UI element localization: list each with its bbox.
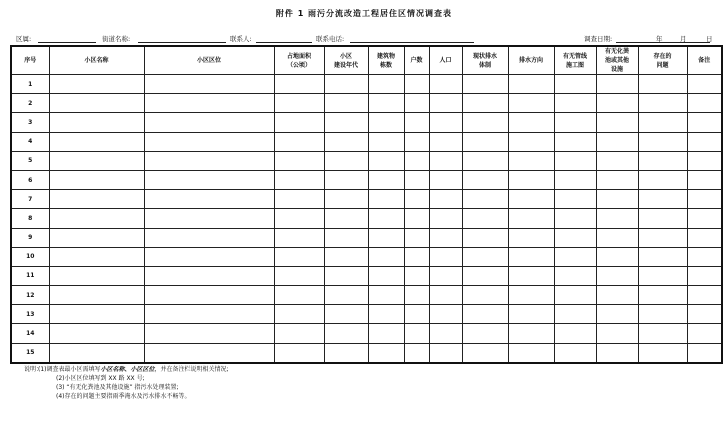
- table-cell[interactable]: [324, 305, 368, 324]
- table-row: [11, 228, 722, 247]
- table-cell[interactable]: [429, 228, 462, 247]
- table-cell[interactable]: [687, 247, 722, 266]
- survey-table: [10, 45, 723, 364]
- table-cell[interactable]: [429, 75, 462, 94]
- table-cell[interactable]: [638, 228, 687, 247]
- header-row: [11, 46, 722, 75]
- table-cell[interactable]: [429, 209, 462, 228]
- row-number: 13: [11, 305, 49, 324]
- table-cell[interactable]: [462, 190, 508, 209]
- table-cell[interactable]: [462, 266, 508, 285]
- table-cell[interactable]: [462, 247, 508, 266]
- table-cell[interactable]: [429, 151, 462, 170]
- column-header: 排水方向: [508, 46, 554, 75]
- table-cell[interactable]: [508, 113, 554, 132]
- table-cell[interactable]: [144, 228, 274, 247]
- row-number: 2: [11, 94, 49, 113]
- table-cell[interactable]: [554, 266, 596, 285]
- table-cell[interactable]: [554, 247, 596, 266]
- table-cell[interactable]: [404, 113, 429, 132]
- table-cell[interactable]: [324, 343, 368, 363]
- table-cell[interactable]: [638, 151, 687, 170]
- row-number: 7: [11, 190, 49, 209]
- note-3: (3) “有无化粪池及其他设施” 指污水处理装置;: [56, 384, 179, 391]
- table-cell[interactable]: [638, 247, 687, 266]
- table-cell[interactable]: [596, 228, 638, 247]
- table-cell[interactable]: [404, 343, 429, 363]
- table-cell[interactable]: [508, 324, 554, 343]
- note-1: [38, 365, 698, 374]
- row-number: 15: [11, 343, 49, 363]
- table-cell[interactable]: [687, 228, 722, 247]
- phone-field[interactable]: [350, 42, 474, 43]
- table-cell[interactable]: [596, 170, 638, 189]
- table-cell[interactable]: [462, 113, 508, 132]
- column-header: 备注: [687, 46, 722, 75]
- table-cell[interactable]: [687, 75, 722, 94]
- table-cell[interactable]: [49, 286, 144, 305]
- table-row: [11, 132, 722, 151]
- column-header: 户数: [404, 46, 429, 75]
- table-cell[interactable]: [554, 343, 596, 363]
- table-cell[interactable]: [596, 343, 638, 363]
- table-cell[interactable]: [274, 286, 324, 305]
- table-cell[interactable]: [368, 305, 404, 324]
- street-label: 街道名称:: [102, 35, 131, 43]
- document-title: 附件 1 雨污分流改造工程居住区情况调查表: [275, 9, 453, 18]
- table-cell[interactable]: [144, 286, 274, 305]
- column-header: 小区 建设年代: [324, 46, 368, 75]
- table-cell[interactable]: [368, 132, 404, 151]
- table-cell[interactable]: [404, 286, 429, 305]
- table-cell[interactable]: [368, 75, 404, 94]
- table-cell[interactable]: [368, 324, 404, 343]
- table-cell[interactable]: [687, 305, 722, 324]
- row-number: 1: [11, 75, 49, 94]
- table-cell[interactable]: [404, 190, 429, 209]
- row-number: 10: [11, 247, 49, 266]
- table-cell[interactable]: [404, 266, 429, 285]
- table-cell[interactable]: [554, 286, 596, 305]
- table-cell[interactable]: [324, 113, 368, 132]
- table-cell[interactable]: [324, 170, 368, 189]
- table-cell[interactable]: [368, 113, 404, 132]
- table-cell[interactable]: [462, 286, 508, 305]
- date-field[interactable]: [616, 42, 710, 43]
- table-cell[interactable]: [508, 247, 554, 266]
- table-cell[interactable]: [324, 228, 368, 247]
- table-cell[interactable]: [324, 266, 368, 285]
- table-cell[interactable]: [274, 151, 324, 170]
- table-cell[interactable]: [596, 113, 638, 132]
- table-cell[interactable]: [596, 75, 638, 94]
- table-cell[interactable]: [508, 170, 554, 189]
- note-4: (4)存在的问题主要指雨季淹水及污水排水不畅等。: [56, 393, 191, 400]
- table-cell[interactable]: [596, 324, 638, 343]
- column-header: 人口: [429, 46, 462, 75]
- table-cell[interactable]: [462, 151, 508, 170]
- year-label: 年: [656, 35, 663, 43]
- table-cell[interactable]: [274, 113, 324, 132]
- note-1-suffix: ，并在备注栏说明相关情况;: [154, 366, 229, 373]
- table-cell[interactable]: [638, 170, 687, 189]
- table-cell[interactable]: [638, 132, 687, 151]
- table-cell[interactable]: [508, 228, 554, 247]
- table-cell[interactable]: [368, 190, 404, 209]
- contact-label: 联系人:: [230, 35, 252, 43]
- note-2: (2)小区区位填写到 XX 路 XX 号;: [56, 375, 145, 382]
- table-cell[interactable]: [596, 247, 638, 266]
- table-cell[interactable]: [638, 286, 687, 305]
- table-cell[interactable]: [596, 94, 638, 113]
- table-cell[interactable]: [368, 94, 404, 113]
- table-cell[interactable]: [429, 266, 462, 285]
- table-cell[interactable]: [638, 305, 687, 324]
- district-field[interactable]: [38, 42, 96, 43]
- table-cell[interactable]: [144, 94, 274, 113]
- table-cell[interactable]: [462, 305, 508, 324]
- table-cell[interactable]: [687, 170, 722, 189]
- table-cell[interactable]: [429, 324, 462, 343]
- table-cell[interactable]: [462, 228, 508, 247]
- table-cell[interactable]: [554, 305, 596, 324]
- table-cell[interactable]: [144, 151, 274, 170]
- table-cell[interactable]: [324, 209, 368, 228]
- table-body: [11, 75, 722, 364]
- table-cell[interactable]: [508, 190, 554, 209]
- table-cell[interactable]: [429, 113, 462, 132]
- table-cell[interactable]: [638, 75, 687, 94]
- table-cell[interactable]: [429, 305, 462, 324]
- table-cell[interactable]: [429, 170, 462, 189]
- note-1-emphasis: 小区名称、小区区位: [100, 366, 155, 373]
- table-cell[interactable]: [274, 247, 324, 266]
- table-cell[interactable]: [508, 343, 554, 363]
- table-cell[interactable]: [404, 305, 429, 324]
- info-line: [16, 34, 718, 44]
- table-cell[interactable]: [324, 94, 368, 113]
- table-row: [11, 324, 722, 343]
- table-cell[interactable]: [596, 190, 638, 209]
- table-cell[interactable]: [404, 75, 429, 94]
- table-cell[interactable]: [462, 170, 508, 189]
- note-1-prefix: (1)调查表最小区需填写: [38, 366, 101, 373]
- table-cell[interactable]: [554, 170, 596, 189]
- table-cell[interactable]: [49, 209, 144, 228]
- table-cell[interactable]: [508, 151, 554, 170]
- column-header: 占地面积 （公顷）: [274, 46, 324, 75]
- column-header: 有无化粪 池或其他 设施: [596, 46, 638, 75]
- table-cell[interactable]: [368, 343, 404, 363]
- table-cell[interactable]: [554, 75, 596, 94]
- street-field[interactable]: [138, 42, 226, 43]
- table-cell[interactable]: [49, 132, 144, 151]
- table-cell[interactable]: [596, 305, 638, 324]
- day-label: 日: [706, 35, 713, 43]
- table-cell[interactable]: [144, 132, 274, 151]
- column-header: 小区区位: [144, 46, 274, 75]
- table-cell[interactable]: [508, 305, 554, 324]
- table-cell[interactable]: [274, 343, 324, 363]
- table-cell[interactable]: [554, 228, 596, 247]
- table-cell[interactable]: [404, 324, 429, 343]
- table-cell[interactable]: [404, 209, 429, 228]
- row-number: 14: [11, 324, 49, 343]
- district-label: 区属:: [16, 35, 32, 43]
- table-cell[interactable]: [687, 113, 722, 132]
- table-cell[interactable]: [49, 170, 144, 189]
- table-cell[interactable]: [49, 94, 144, 113]
- column-header: 现状排水 体制: [462, 46, 508, 75]
- table-cell[interactable]: [324, 132, 368, 151]
- table-cell[interactable]: [274, 75, 324, 94]
- table-cell[interactable]: [144, 75, 274, 94]
- table-cell[interactable]: [274, 324, 324, 343]
- table-cell[interactable]: [368, 170, 404, 189]
- table-cell[interactable]: [638, 266, 687, 285]
- table-cell[interactable]: [368, 247, 404, 266]
- table-cell[interactable]: [324, 75, 368, 94]
- table-cell[interactable]: [49, 266, 144, 285]
- table-cell[interactable]: [144, 113, 274, 132]
- table-cell[interactable]: [508, 209, 554, 228]
- table-cell[interactable]: [144, 190, 274, 209]
- table-cell[interactable]: [404, 247, 429, 266]
- table-cell[interactable]: [144, 343, 274, 363]
- column-header: 存在的 问题: [638, 46, 687, 75]
- table-cell[interactable]: [324, 247, 368, 266]
- table-row: [11, 190, 722, 209]
- table-cell[interactable]: [144, 266, 274, 285]
- table-cell[interactable]: [687, 209, 722, 228]
- table-row: [11, 94, 722, 113]
- row-number: 6: [11, 170, 49, 189]
- row-number: 3: [11, 113, 49, 132]
- table-cell[interactable]: [462, 324, 508, 343]
- table-cell[interactable]: [144, 170, 274, 189]
- row-number: 8: [11, 209, 49, 228]
- table-cell[interactable]: [638, 190, 687, 209]
- table-cell[interactable]: [324, 324, 368, 343]
- table-cell[interactable]: [554, 151, 596, 170]
- table-cell[interactable]: [462, 132, 508, 151]
- table-cell[interactable]: [687, 343, 722, 363]
- table-cell[interactable]: [687, 151, 722, 170]
- table-cell[interactable]: [324, 190, 368, 209]
- table-cell[interactable]: [508, 94, 554, 113]
- table-cell[interactable]: [274, 305, 324, 324]
- table-cell[interactable]: [274, 94, 324, 113]
- table-cell[interactable]: [687, 324, 722, 343]
- table-cell[interactable]: [638, 209, 687, 228]
- table-row: [11, 75, 722, 94]
- month-label: 月: [680, 35, 687, 43]
- table-cell[interactable]: [49, 113, 144, 132]
- table-cell[interactable]: [554, 324, 596, 343]
- table-cell[interactable]: [324, 151, 368, 170]
- table-row: [11, 286, 722, 305]
- table-cell[interactable]: [274, 209, 324, 228]
- table-cell[interactable]: [596, 209, 638, 228]
- table-cell[interactable]: [508, 266, 554, 285]
- table-cell[interactable]: [404, 170, 429, 189]
- table-cell[interactable]: [638, 343, 687, 363]
- column-header: 序号: [11, 46, 49, 75]
- table-cell[interactable]: [687, 94, 722, 113]
- table-cell[interactable]: [429, 94, 462, 113]
- table-cell[interactable]: [638, 94, 687, 113]
- table-row: [11, 209, 722, 228]
- table-row: [11, 113, 722, 132]
- table-cell[interactable]: [49, 324, 144, 343]
- row-number: 5: [11, 151, 49, 170]
- table-cell[interactable]: [144, 247, 274, 266]
- table-cell[interactable]: [687, 286, 722, 305]
- table-row: [11, 247, 722, 266]
- table-cell[interactable]: [462, 209, 508, 228]
- table-row: [11, 343, 722, 363]
- table-cell[interactable]: [508, 132, 554, 151]
- table-cell[interactable]: [274, 190, 324, 209]
- table-cell[interactable]: [429, 190, 462, 209]
- table-cell[interactable]: [429, 247, 462, 266]
- table-cell[interactable]: [49, 228, 144, 247]
- table-cell[interactable]: [429, 286, 462, 305]
- table-cell[interactable]: [554, 132, 596, 151]
- notes-label: 说明：: [24, 366, 43, 373]
- table-cell[interactable]: [404, 132, 429, 151]
- table-cell[interactable]: [49, 151, 144, 170]
- table-cell[interactable]: [368, 228, 404, 247]
- table-cell[interactable]: [368, 151, 404, 170]
- table-cell[interactable]: [429, 132, 462, 151]
- contact-field[interactable]: [256, 42, 312, 43]
- table-cell[interactable]: [49, 247, 144, 266]
- row-number: 12: [11, 286, 49, 305]
- date-label: 调查日期:: [584, 35, 613, 43]
- column-header: 有无管线 施工图: [554, 46, 596, 75]
- table-cell[interactable]: [554, 190, 596, 209]
- table-cell[interactable]: [462, 75, 508, 94]
- table-cell[interactable]: [687, 132, 722, 151]
- table-cell[interactable]: [368, 266, 404, 285]
- row-number: 4: [11, 132, 49, 151]
- table-row: [11, 170, 722, 189]
- column-header: 建筑物 栋数: [368, 46, 404, 75]
- table-cell[interactable]: [324, 286, 368, 305]
- table-cell[interactable]: [368, 286, 404, 305]
- table-cell[interactable]: [49, 190, 144, 209]
- table-cell[interactable]: [596, 151, 638, 170]
- table-cell[interactable]: [144, 305, 274, 324]
- table-cell[interactable]: [144, 209, 274, 228]
- table-cell[interactable]: [49, 343, 144, 363]
- table-cell[interactable]: [274, 266, 324, 285]
- table-cell[interactable]: [596, 132, 638, 151]
- row-number: 9: [11, 228, 49, 247]
- phone-label: 联系电话:: [316, 35, 345, 43]
- table-cell[interactable]: [429, 343, 462, 363]
- table-cell[interactable]: [404, 151, 429, 170]
- table-cell[interactable]: [144, 324, 274, 343]
- column-header: 小区名称: [49, 46, 144, 75]
- table-cell[interactable]: [274, 228, 324, 247]
- table-cell[interactable]: [274, 132, 324, 151]
- table-cell[interactable]: [462, 94, 508, 113]
- table-cell[interactable]: [404, 228, 429, 247]
- table-cell[interactable]: [596, 286, 638, 305]
- table-cell[interactable]: [49, 75, 144, 94]
- table-cell[interactable]: [687, 266, 722, 285]
- table-cell[interactable]: [596, 266, 638, 285]
- table-row: [11, 151, 722, 170]
- table-cell[interactable]: [638, 113, 687, 132]
- table-cell[interactable]: [49, 305, 144, 324]
- notes-section: [24, 365, 698, 401]
- table-cell[interactable]: [554, 113, 596, 132]
- table-cell[interactable]: [638, 324, 687, 343]
- table-cell[interactable]: [462, 343, 508, 363]
- row-number: 11: [11, 266, 49, 285]
- table-row: [11, 305, 722, 324]
- table-cell[interactable]: [687, 190, 722, 209]
- table-cell[interactable]: [274, 170, 324, 189]
- table-cell[interactable]: [554, 94, 596, 113]
- table-cell[interactable]: [508, 75, 554, 94]
- table-row: [11, 266, 722, 285]
- table-cell[interactable]: [554, 209, 596, 228]
- table-cell[interactable]: [368, 209, 404, 228]
- table-cell[interactable]: [404, 94, 429, 113]
- table-cell[interactable]: [508, 286, 554, 305]
